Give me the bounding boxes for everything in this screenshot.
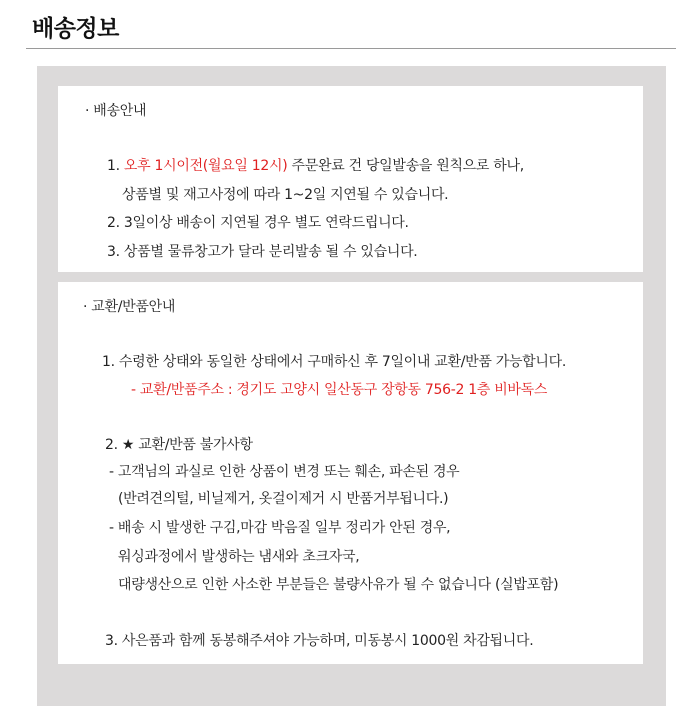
returns-heading: · 교환/반품안내 xyxy=(83,299,176,315)
shipping-guide-card xyxy=(58,86,643,272)
shipping-heading: · 배송안내 xyxy=(85,103,147,119)
title-divider xyxy=(26,48,676,49)
returns-address: - 교환/반품주소 : 경기도 고양시 일산동구 장항동 756-2 1층 비바독스 xyxy=(131,382,548,398)
returns-item-3: 3. 사은품과 함께 동봉해주셔야 가능하며, 미동봉시 1000원 차감됩니다. xyxy=(105,633,534,649)
shipping-item-1-text: 주문완료 건 당일발송을 원칙으로 하나, xyxy=(287,158,524,174)
returns-item-2-a-line-2: (반려견의털, 비닐제거, 옷걸이제거 시 반품거부됩니다.) xyxy=(118,491,449,507)
page-title: 배송정보 xyxy=(32,16,119,42)
shipping-cutoff-highlight: 오후 1시이전(월요일 12시) xyxy=(123,158,288,174)
returns-item-2-b-line-1: - 배송 시 발생한 구김,마감 박음질 일부 정리가 안된 경우, xyxy=(109,520,451,536)
shipping-item-1-continued: 상품별 및 재고사정에 따라 1~2일 지연될 수 있습니다. xyxy=(122,187,449,203)
returns-item-2: 2. ★ 교환/반품 불가사항 xyxy=(105,437,253,453)
shipping-item-1-num: 1. xyxy=(107,158,120,174)
info-panel xyxy=(37,66,666,706)
shipping-item-3: 3. 상품별 물류창고가 달라 분리발송 될 수 있습니다. xyxy=(107,244,418,260)
returns-item-1: 1. 수령한 상태와 동일한 상태에서 구매하신 후 7일이내 교환/반품 가능합니다. xyxy=(102,354,567,370)
returns-guide-card xyxy=(58,282,643,664)
returns-item-2-b-line-2: 워싱과정에서 발생하는 냄새와 초크자국, xyxy=(118,549,360,565)
shipping-item-2: 2. 3일이상 배송이 지연될 경우 별도 연락드립니다. xyxy=(107,215,409,231)
shipping-item-1 xyxy=(107,155,524,175)
returns-item-2-a-line-1: - 고객님의 과실로 인한 상품이 변경 또는 훼손, 파손된 경우 xyxy=(109,464,460,480)
returns-item-2-b-line-3: 대량생산으로 인한 사소한 부분들은 불량사유가 될 수 없습니다 (실밥포함) xyxy=(118,577,559,593)
